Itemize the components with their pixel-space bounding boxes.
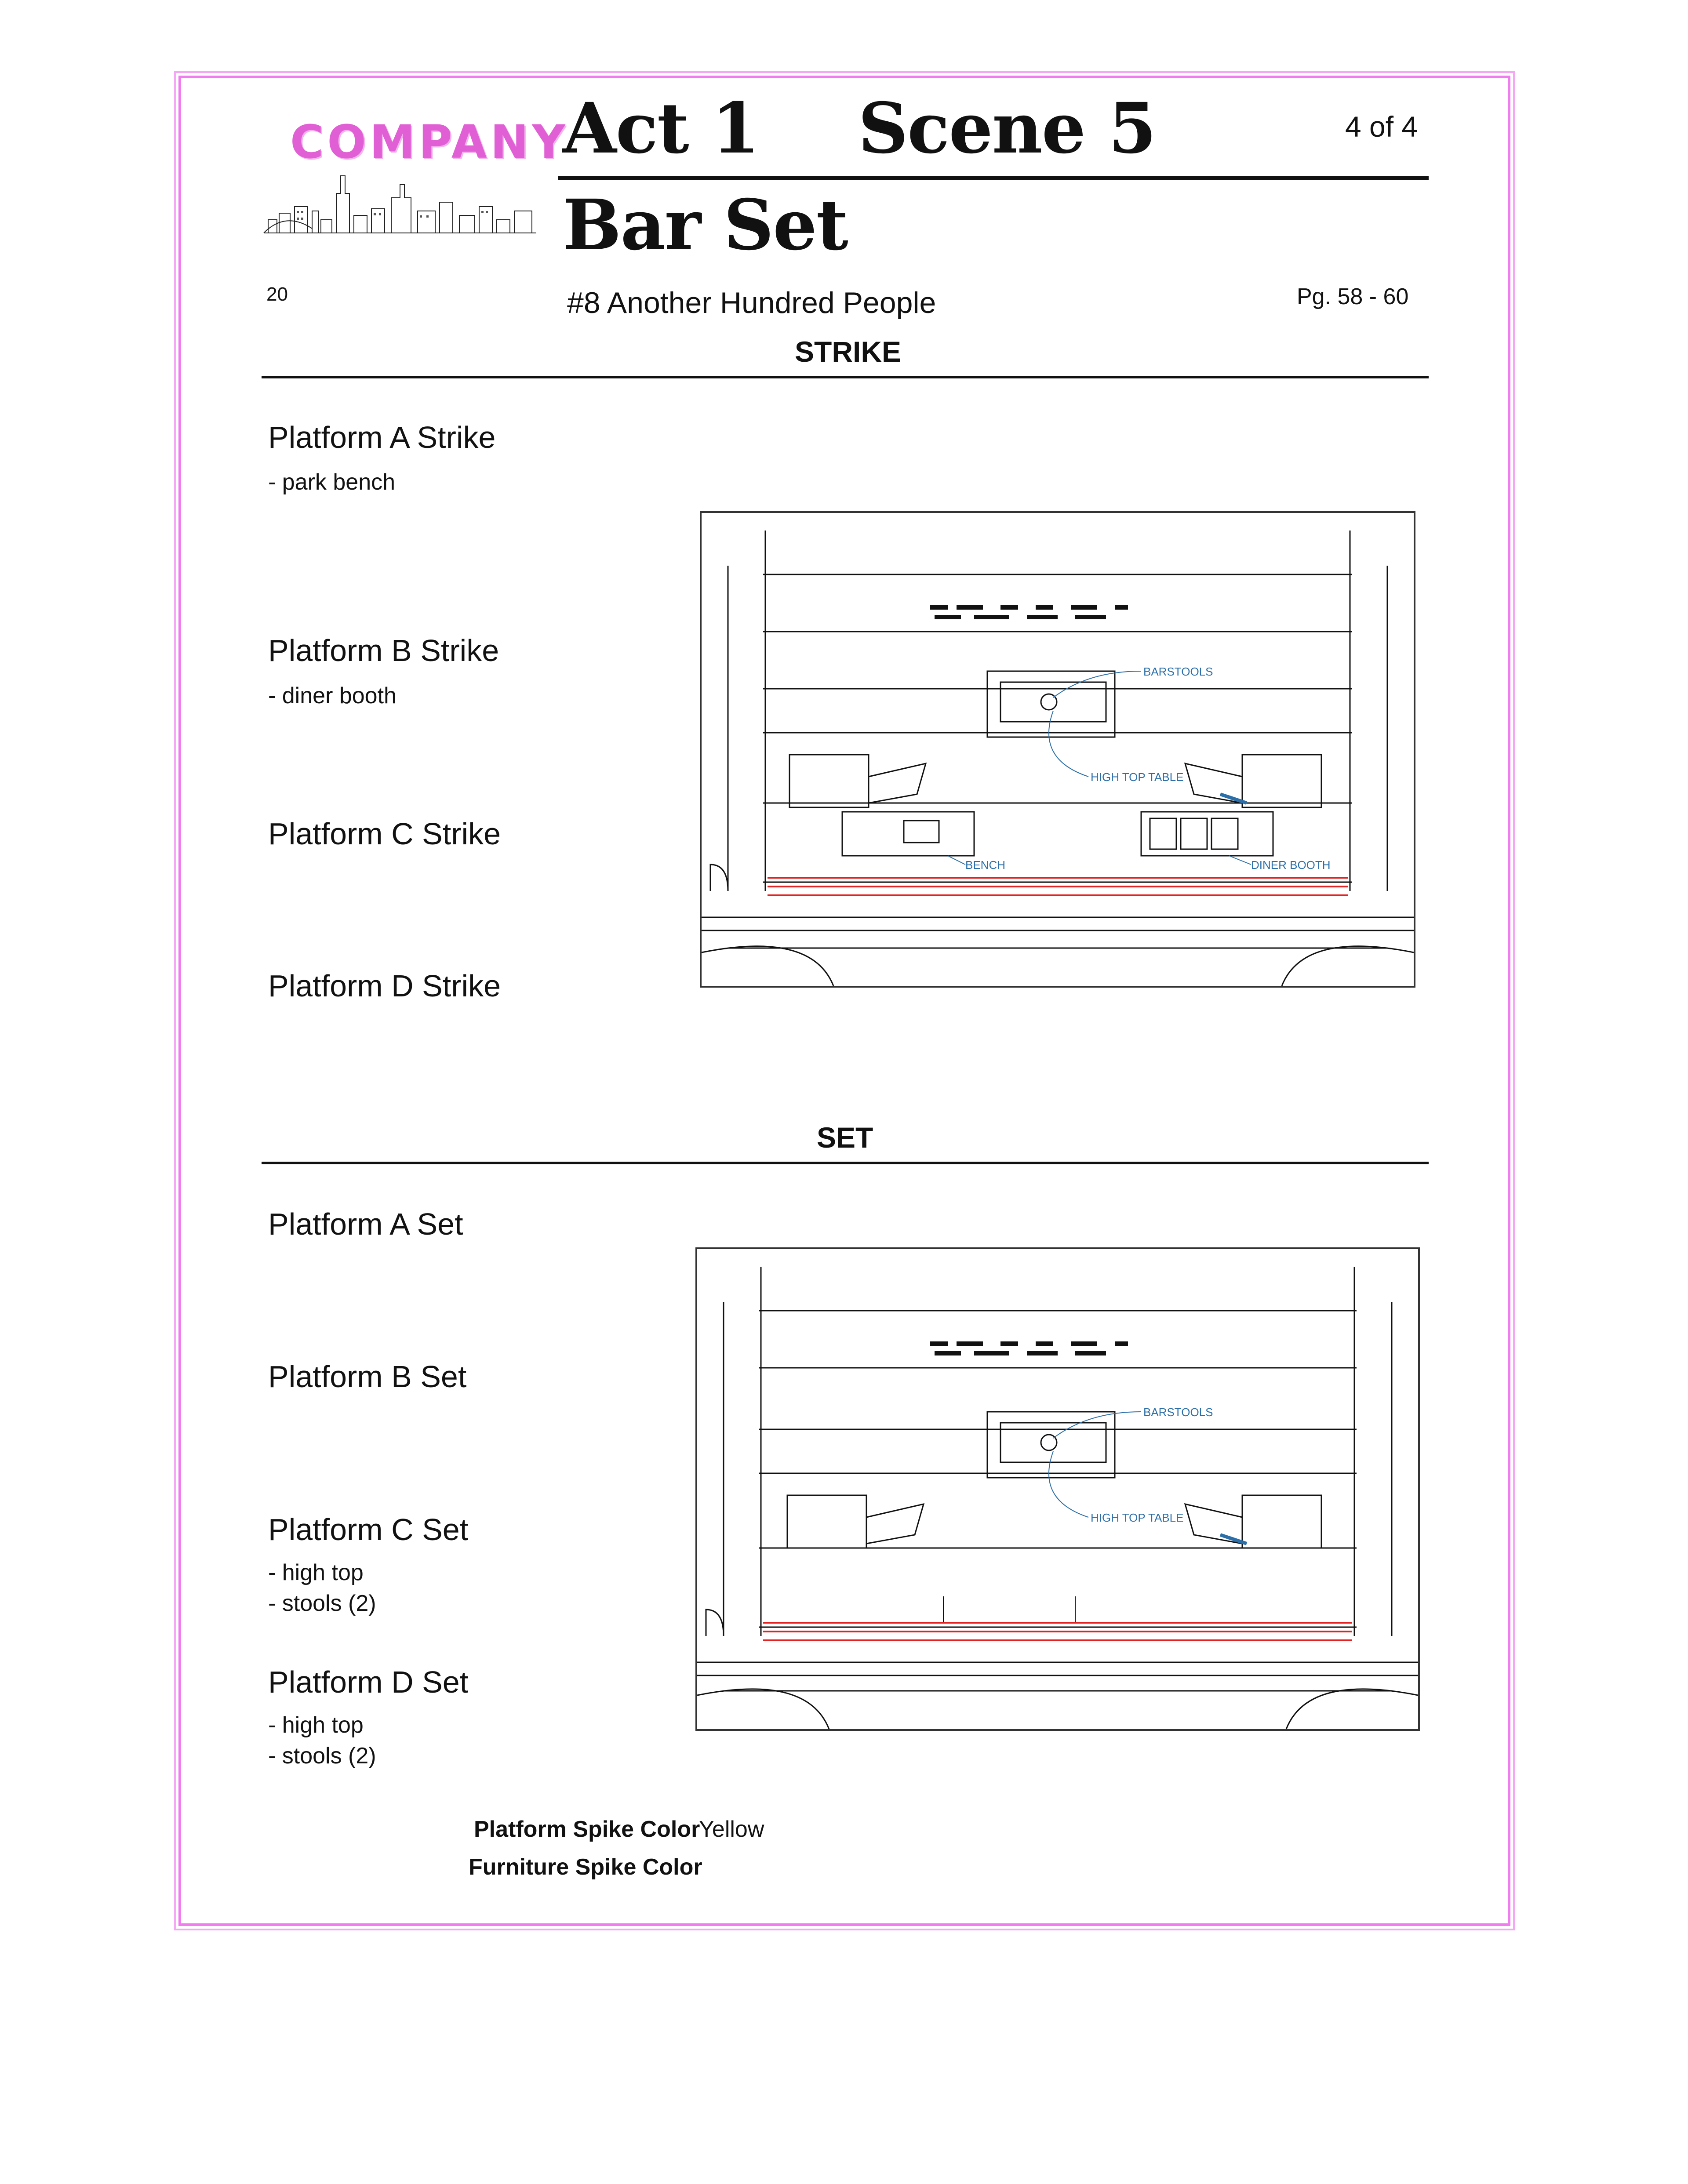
strike-diner-booth-label: DINER BOOTH	[1251, 858, 1331, 872]
set-barstools-label: BARSTOOLS	[1143, 1406, 1213, 1419]
set-platform-d: Platform D Set	[268, 1665, 469, 1699]
furniture-spike-label: Furniture Spike Color	[469, 1854, 702, 1880]
header-rule	[558, 176, 1429, 180]
platform-spike-label: Platform Spike Color	[474, 1817, 700, 1842]
strike-ground-plan	[700, 511, 1415, 988]
strike-barstools-label: BARSTOOLS	[1143, 665, 1213, 678]
set-d-item-1: - high top	[268, 1712, 364, 1738]
set-heading: SET	[817, 1121, 873, 1154]
strike-b-item: - diner booth	[268, 683, 397, 709]
strike-platform-a: Platform A Strike	[268, 420, 496, 454]
set-rule	[262, 1162, 1429, 1164]
set-c-item-1: - high top	[268, 1560, 364, 1585]
strike-platform-d: Platform D Strike	[268, 969, 501, 1003]
page-count: 4 of 4	[1345, 110, 1418, 143]
set-platform-b: Platform B Set	[268, 1359, 467, 1394]
set-c-item-2: - stools (2)	[268, 1591, 376, 1616]
set-high-top-label: HIGH TOP TABLE	[1091, 1511, 1184, 1524]
strike-heading: STRIKE	[795, 335, 902, 368]
script-pages: Pg. 58 - 60	[1297, 284, 1409, 309]
platform-spike-value: Yellow	[699, 1817, 764, 1842]
company-logo: COMPANY	[290, 115, 569, 169]
skyline-logo-graphic	[259, 167, 541, 237]
page-number: 20	[266, 283, 288, 305]
strike-rule	[262, 376, 1429, 378]
set-title: Bar Set	[563, 185, 848, 266]
strike-high-top-label: HIGH TOP TABLE	[1091, 770, 1184, 784]
act-title: Act 1	[563, 88, 759, 169]
song-title: #8 Another Hundred People	[567, 286, 936, 320]
strike-platform-b: Platform B Strike	[268, 633, 499, 668]
strike-platform-c: Platform C Strike	[268, 817, 501, 851]
set-platform-a: Platform A Set	[268, 1207, 463, 1241]
set-ground-plan	[695, 1247, 1420, 1731]
strike-a-item: - park bench	[268, 469, 396, 495]
scene-title: Scene 5	[858, 88, 1156, 169]
set-platform-c: Platform C Set	[268, 1512, 469, 1547]
strike-bench-label: BENCH	[965, 858, 1006, 872]
set-d-item-2: - stools (2)	[268, 1743, 376, 1769]
